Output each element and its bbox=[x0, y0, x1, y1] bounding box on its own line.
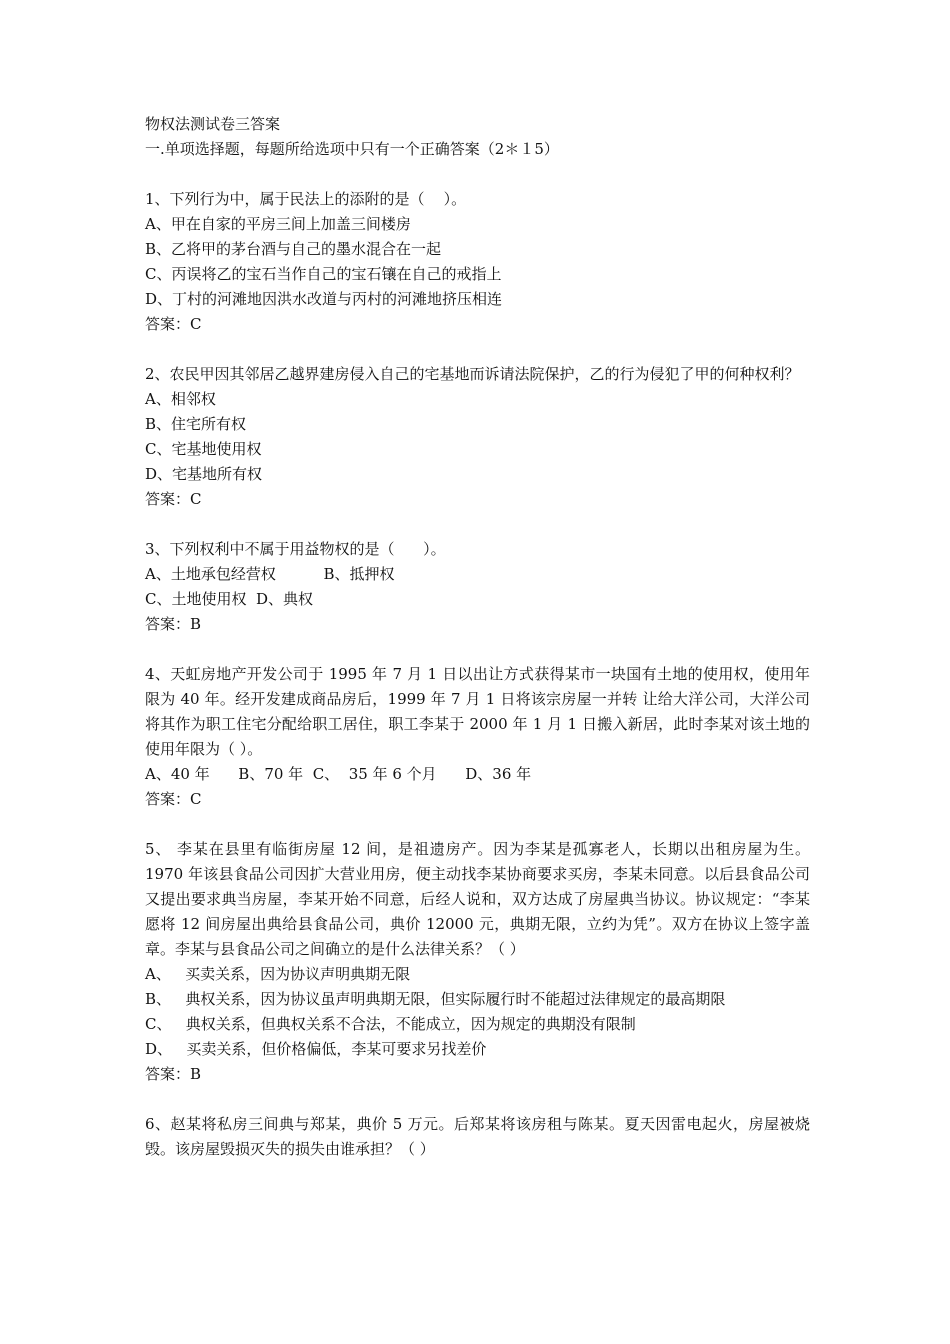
option-a: A、相邻权 bbox=[145, 390, 216, 408]
answer: 答案：C bbox=[145, 790, 202, 808]
question-stem: 4、天虹房地产开发公司于 1995 年 7 月 1 日以出让方式获得某市一块国有土地的使用权，使用年限为 40 年。经开发建成商品房后，1999 年 7 月 1 日将该宗房屋一并转 让给大洋公司，大洋公司将其作为职工住宅分配给职工居住，职工李某于 2000 年 1 月 1 日搬入新居，此时李某对该土地的使用年限为（ ）。 bbox=[145, 665, 810, 758]
answer: 答案：B bbox=[145, 1065, 202, 1083]
option-c: C、宅基地使用权 bbox=[145, 440, 262, 458]
answer: 答案：C bbox=[145, 315, 202, 333]
options-c-d: C、土地使用权 D、典权 bbox=[145, 590, 314, 608]
document-page bbox=[145, 112, 810, 1162]
option-b: B、住宅所有权 bbox=[145, 415, 247, 433]
question-stem: 3、下列权利中不属于用益物权的是（ ）。 bbox=[145, 540, 446, 558]
option-d: D、宅基地所有权 bbox=[145, 465, 263, 483]
question-stem: 2、农民甲因其邻居乙越界建房侵入自己的宅基地而诉请法院保护，乙的行为侵犯了甲的何种权利？ bbox=[145, 365, 800, 383]
answer: 答案：C bbox=[145, 490, 202, 508]
question-6 bbox=[145, 1112, 810, 1162]
question-5 bbox=[145, 837, 810, 1087]
question-4 bbox=[145, 662, 810, 812]
option-d: D、 买卖关系，但价格偏低，李某可要求另找差价 bbox=[145, 1040, 487, 1058]
option-c: C、 典权关系，但典权关系不合法，不能成立，因为规定的典期没有限制 bbox=[145, 1015, 636, 1033]
option-d: D、丁村的河滩地因洪水改道与丙村的河滩地挤压相连 bbox=[145, 290, 503, 308]
option-a: A、 买卖关系，因为协议声明典期无限 bbox=[145, 965, 411, 983]
option-b: B、 典权关系，因为协议虽声明典期无限，但实际履行时不能超过法律规定的最高期限 bbox=[145, 990, 726, 1008]
document-title: 物权法测试卷三答案 bbox=[145, 115, 281, 133]
section-heading: 一.单项选择题，每题所给选项中只有一个正确答案（2＊１5） bbox=[145, 140, 559, 158]
option-a: A、甲在自家的平房三间上加盖三间楼房 bbox=[145, 215, 411, 233]
option-b: B、乙将甲的茅台酒与自己的墨水混合在一起 bbox=[145, 240, 442, 258]
question-stem: 1、下列行为中，属于民法上的添附的是（ ）。 bbox=[145, 190, 467, 208]
question-3 bbox=[145, 537, 810, 637]
option-c: C、丙误将乙的宝石当作自己的宝石镶在自己的戒指上 bbox=[145, 265, 502, 283]
answer: 答案：B bbox=[145, 615, 202, 633]
question-2 bbox=[145, 362, 810, 512]
options: A、40 年 B、70 年 C、 35 年 6 个月 D、36 年 bbox=[145, 765, 532, 783]
question-1 bbox=[145, 187, 810, 337]
question-stem: 5、 李某在县里有临街房屋 12 间，是祖遗房产。因为李某是孤寡老人，长期以出租房屋为生。1970 年该县食品公司因扩大营业用房，便主动找李某协商要求买房，李某未同意。以后县食品公司又提出要求典当房屋，李某开始不同意，后经人说和，双方达成了房屋典当协议。协议规定：“李某愿将 12 间房屋出典给县食品公司，典价 12000 元，典期无限，立约为凭”。双方在协议上签字盖章。李某与县食品公司之间确立的是什么法律关系？（ ） bbox=[145, 840, 810, 958]
question-stem: 6、赵某将私房三间典与郑某，典价 5 万元。后郑某将该房租与陈某。夏天因雷电起火，房屋被烧毁。该房屋毁损灭失的损失由谁承担？（ ） bbox=[145, 1115, 810, 1158]
options-a-b: A、土地承包经营权 B、抵押权 bbox=[145, 565, 395, 583]
